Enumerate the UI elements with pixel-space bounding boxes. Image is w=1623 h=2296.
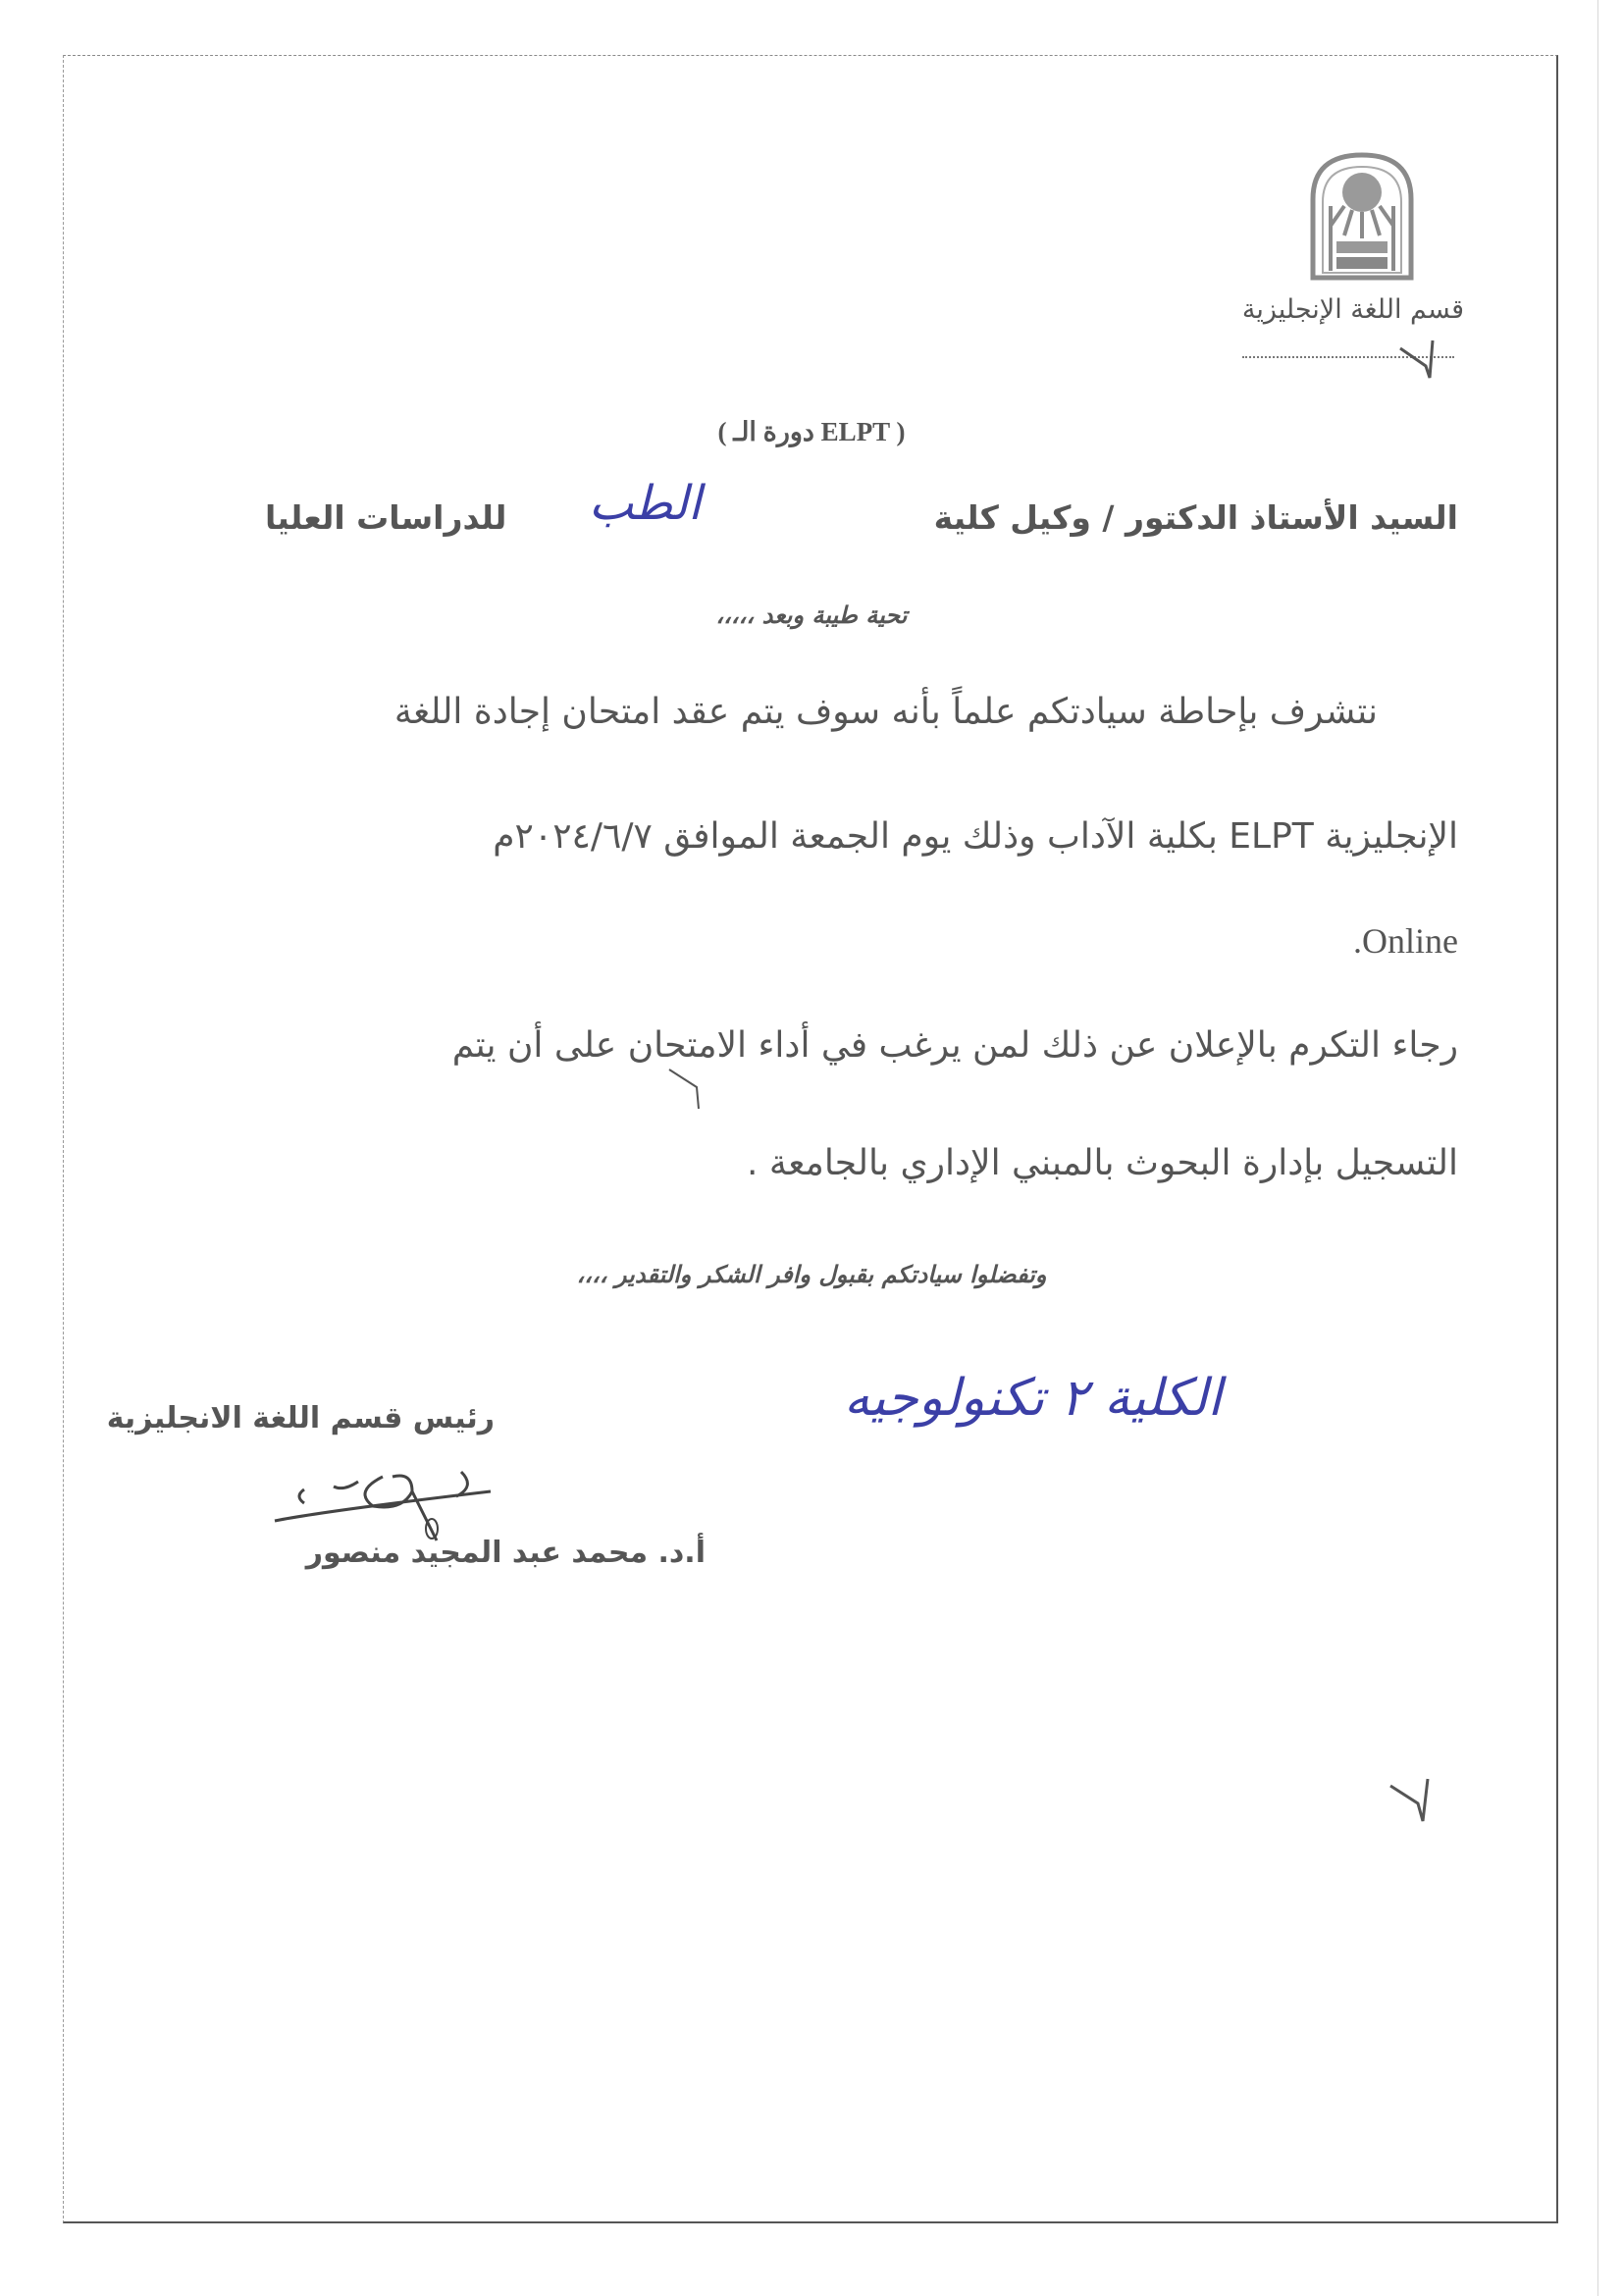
- addressee-suffix: للدراسات العليا: [265, 498, 507, 537]
- greeting: تحية طيبة وبعد ،،،،،: [715, 601, 908, 629]
- department-name: قسم اللغة الإنجليزية: [1241, 294, 1464, 325]
- checkmark-icon: [1398, 339, 1447, 383]
- signatory-name: أ.د. محمد عبد المجيد منصور: [305, 1536, 706, 1570]
- signatory-title: رئيس قسم اللغة الانجليزية: [106, 1401, 495, 1435]
- body-paragraph-line-4: رجاء التكرم بالإعلان عن ذلك لمن يرغب في أداء الامتحان على أن يتم: [451, 1025, 1458, 1066]
- closing-line: وتفضلوا سيادتكم بقبول وافر الشكر والتقدير ،،،،: [576, 1261, 1047, 1288]
- addressee-line: السيد الأستاذ الدكتور / وكيل كلية: [933, 498, 1458, 537]
- page-border: [63, 55, 1558, 2223]
- body-paragraph-line-5: التسجيل بإدارة البحوث بالمبني الإداري بالجامعة .: [747, 1143, 1458, 1183]
- checkmark-icon: [667, 1060, 726, 1119]
- handwritten-note: الكلية ٢ تكنولوجيه: [844, 1369, 1222, 1428]
- handwritten-faculty-name: الطب: [589, 476, 702, 531]
- body-paragraph-line-2: الإنجليزية ELPT بكلية الآداب وذلك يوم الجمعة الموافق ٢٠٢٤/٦/٧م: [493, 816, 1458, 857]
- course-title: ( دورة الـ ELPT ): [717, 417, 906, 446]
- university-emblem-icon: [1293, 145, 1431, 283]
- body-paragraph-line-1: نتشرف بإحاطة سيادتكم علماً بأنه سوف يتم عقد امتحان إجادة اللغة: [393, 692, 1378, 732]
- scan-edge-line: [1597, 0, 1598, 2296]
- body-paragraph-line-3: .Online: [1353, 921, 1458, 961]
- checkmark-icon: [1388, 1774, 1447, 1833]
